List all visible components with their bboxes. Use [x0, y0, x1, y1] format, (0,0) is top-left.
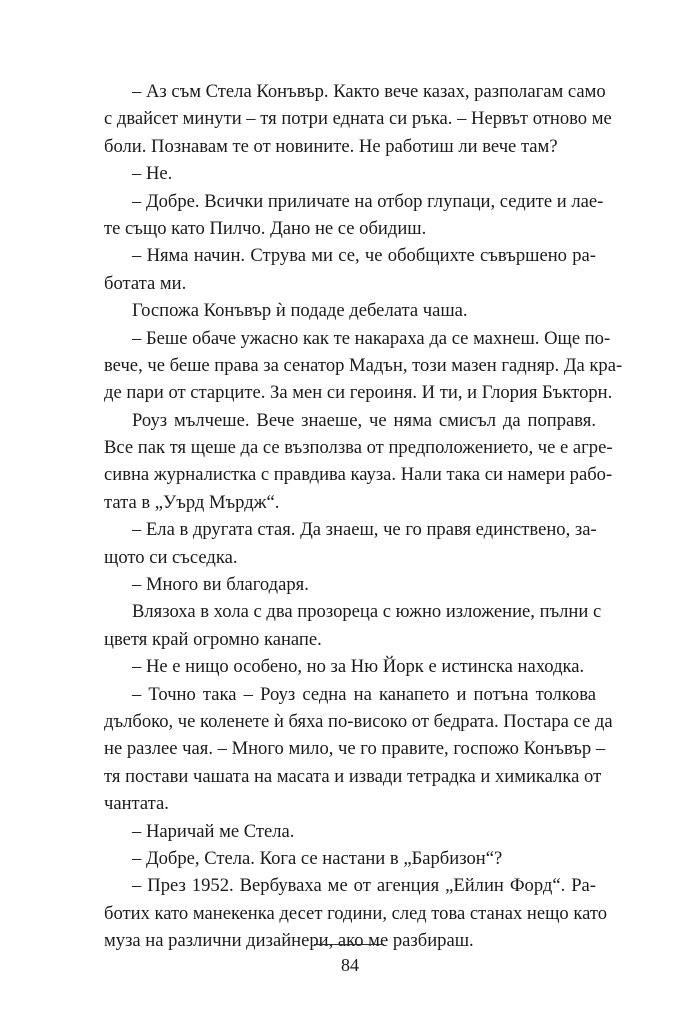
text-line: не разлее чая. – Много мило, че го правите, госпожо Конъвър – — [104, 738, 606, 760]
text-line: щото си съседка. — [104, 546, 238, 568]
text-line: ботих като манекенка десет години, след това станах нещо като — [104, 902, 608, 924]
text-line: боли. Познавам те от новините. Не работиш ли вече там? — [104, 135, 558, 157]
text-line: муза на различни дизайнери, ако ме разбираш. — [104, 930, 474, 952]
text-line: де пари от старците. За мен си героиня. И ти, и Глория Бъкторн. — [104, 382, 613, 404]
text-line: ботата ми. — [104, 272, 187, 294]
text-line: – През 1952. Вербуваха ме от агенция „Ейлин Форд“. Ра- — [132, 875, 596, 897]
text-line: с двайсет минути – тя потри едната си ръка. – Нервът отново ме — [104, 108, 612, 130]
text-line: – Не. — [132, 163, 173, 185]
text-line: тата в „Уърд Мърдж“. — [104, 491, 280, 513]
text-line: сивна журналистка с правдива кауза. Нали така си намери рабо- — [104, 464, 613, 486]
text-line: – Ела в другата стая. Да знаеш, че го правя единствено, за- — [132, 519, 597, 541]
text-line: вече, че беше права за сенатор Мадън, този мазен гадняр. Да кра- — [104, 354, 623, 376]
footer-rule — [314, 944, 384, 945]
text-line: те също като Пилчо. Дано не се обидиш. — [104, 217, 427, 239]
text-line: – Точно така – Роуз седна на канапето и потъна толкова — [132, 683, 596, 705]
page-number: 84 — [341, 955, 359, 975]
text-line: Госпожа Конъвър ѝ подаде дебелата чаша. — [132, 300, 468, 322]
text-line: – Много ви благодаря. — [132, 574, 309, 596]
text-line: тя постави чашата на масата и извади тетрадка и химикалка от — [104, 765, 602, 787]
text-line: чантата. — [104, 793, 169, 815]
text-line: – Беше обаче ужасно как те накараха да се махнеш. Още по- — [132, 327, 611, 349]
text-line: – Добре. Всички приличате на отбор глупаци, седите и лае- — [132, 190, 604, 212]
text-line: Влязоха в хола с два прозореца с южно изложение, пълни с — [132, 601, 602, 623]
text-line: – Добре, Стела. Кога се настани в „Барбизон“? — [132, 847, 503, 869]
text-line: – Не е нищо особено, но за Ню Йорк е истинска находка. — [132, 656, 585, 678]
text-line: – Аз съм Стела Конъвър. Както вече казах, разполагам само — [132, 81, 606, 102]
text-line: – Наричай ме Стела. — [132, 820, 295, 842]
text-line: Роуз мълчеше. Вече знаеше, че няма смисъл да поправя. — [132, 409, 596, 431]
text-line: цветя край огромно канапе. — [104, 628, 322, 650]
text-line: дълбоко, че коленете ѝ бяха по-високо от бедрата. Постара се да — [104, 710, 613, 732]
text-line: Все пак тя щеше да се възползва от предположението, че е агре- — [104, 437, 613, 459]
text-line: – Няма начин. Струва ми се, че обобщихте съвършено ра- — [132, 245, 596, 267]
page-body — [104, 78, 623, 955]
